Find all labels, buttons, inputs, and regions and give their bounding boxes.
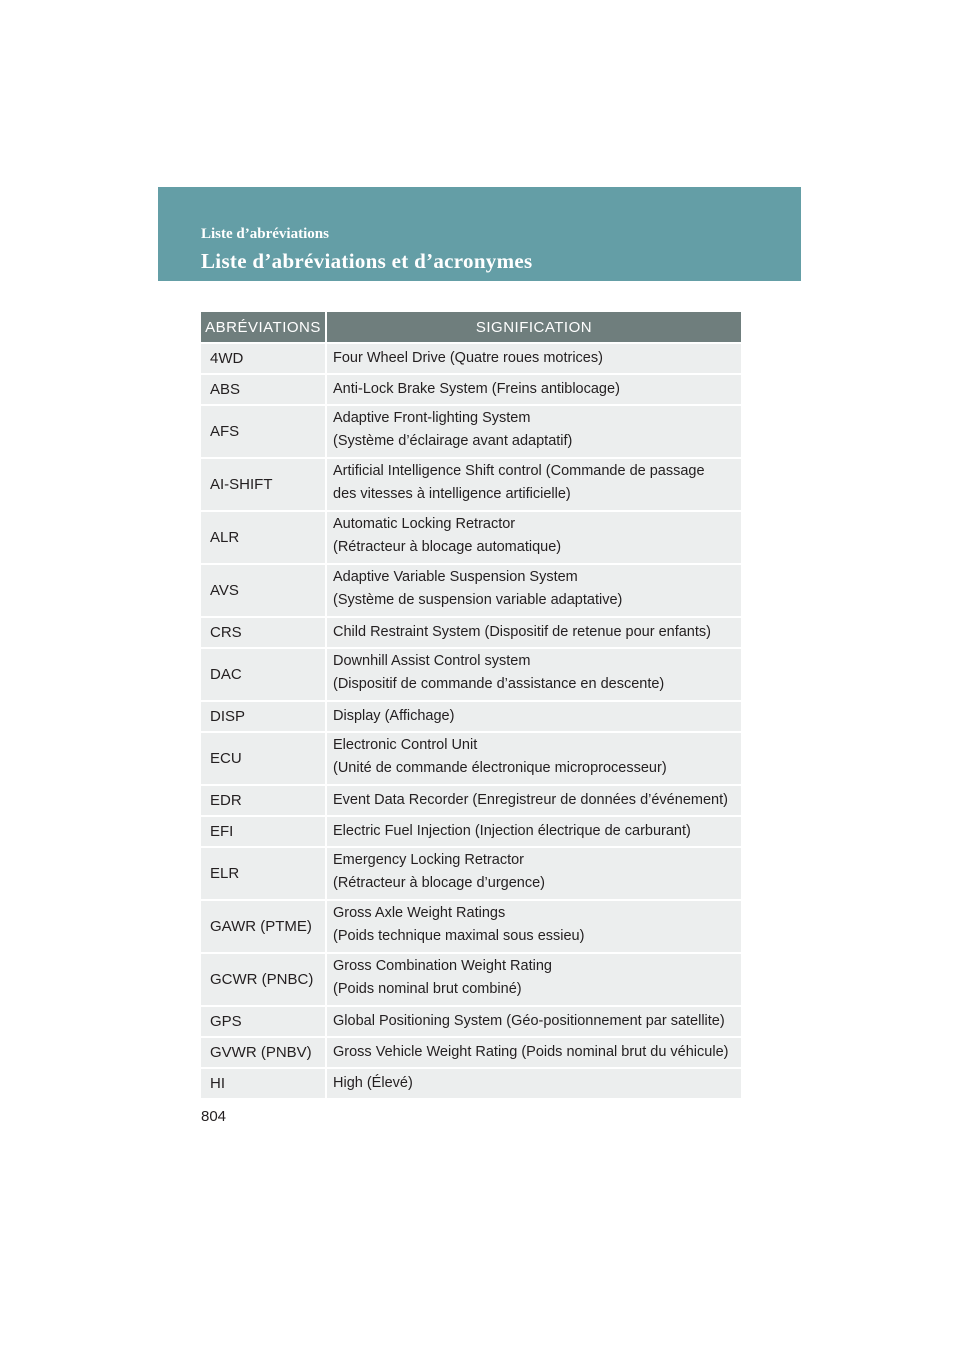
signification-line: (Système de suspension variable adaptative)	[333, 592, 623, 608]
signification-cell	[327, 733, 741, 784]
page-title: Liste d’abréviations et d’acronymes	[201, 249, 533, 273]
signification-cell	[327, 786, 741, 815]
signification-line: Electronic Control Unit	[333, 737, 478, 753]
signification-line: Event Data Recorder (Enregistreur de données d’événement)	[333, 792, 728, 808]
signification-cell	[327, 954, 741, 1005]
abbreviation-cell: AFS	[201, 406, 327, 457]
signification-cell	[327, 1007, 741, 1036]
signification-line: (Rétracteur à blocage automatique)	[333, 539, 562, 555]
signification-cell	[327, 1038, 741, 1067]
signification-line: Display (Affichage)	[333, 708, 455, 724]
signification-cell	[327, 817, 741, 846]
signification-line: des vitesses à intelligence artificielle)	[333, 486, 571, 502]
signification-line: (Dispositif de commande d’assistance en descente)	[333, 676, 665, 692]
abbreviation-cell: ELR	[201, 848, 327, 899]
signification-cell	[327, 702, 741, 731]
signification-cell	[327, 848, 741, 899]
abbreviation-cell: 4WD	[201, 344, 327, 373]
table-body	[201, 342, 741, 1098]
abbreviation-cell: GPS	[201, 1007, 327, 1036]
table-row	[201, 1036, 741, 1067]
abbreviation-cell: DAC	[201, 649, 327, 700]
signification-line: High (Élevé)	[333, 1075, 413, 1091]
signification-line: Gross Vehicle Weight Rating (Poids nominal brut du véhicule)	[333, 1044, 729, 1060]
page-number: 804	[201, 1108, 227, 1125]
signification-cell	[327, 1069, 741, 1098]
table-row	[201, 647, 741, 700]
table-row	[201, 952, 741, 1005]
signification-line: Adaptive Variable Suspension System	[333, 569, 578, 585]
abbreviation-cell: HI	[201, 1069, 327, 1098]
table-row	[201, 846, 741, 899]
abbreviation-cell: ECU	[201, 733, 327, 784]
signification-line: (Poids nominal brut combiné)	[333, 981, 522, 997]
column-header-signification: SIGNIFICATION	[475, 318, 593, 336]
abbreviation-cell: GVWR (PNBV)	[201, 1038, 327, 1067]
table-row	[201, 700, 741, 731]
table-row	[201, 563, 741, 616]
abbreviation-cell: AVS	[201, 565, 327, 616]
signification-line: (Système d’éclairage avant adaptatif)	[333, 433, 573, 449]
table-row	[201, 616, 741, 647]
signification-line: Gross Combination Weight Rating	[333, 958, 552, 974]
table-row	[201, 373, 741, 404]
abbreviation-cell: GAWR (PTME)	[201, 901, 327, 952]
signification-line: Adaptive Front-lighting System	[333, 410, 531, 426]
abbreviation-cell: DISP	[201, 702, 327, 731]
signification-cell	[327, 406, 741, 457]
signification-line: Downhill Assist Control system	[333, 653, 531, 669]
table-row	[201, 815, 741, 846]
table-row	[201, 1067, 741, 1098]
table-row	[201, 457, 741, 510]
signification-cell	[327, 649, 741, 700]
signification-line: (Unité de commande électronique microprocesseur)	[333, 760, 667, 776]
abbreviation-cell: AI-SHIFT	[201, 459, 327, 510]
table-row	[201, 731, 741, 784]
signification-line: Gross Axle Weight Ratings	[333, 905, 506, 921]
signification-cell	[327, 459, 741, 510]
signification-line: Automatic Locking Retractor	[333, 516, 516, 532]
column-header-abbreviations: ABRÉVIATIONS	[201, 312, 327, 342]
table-row	[201, 784, 741, 815]
table-row	[201, 342, 741, 373]
abbreviation-cell: ABS	[201, 375, 327, 404]
abbreviation-cell: EFI	[201, 817, 327, 846]
abbreviation-cell: CRS	[201, 618, 327, 647]
signification-cell	[327, 618, 741, 647]
signification-cell	[327, 901, 741, 952]
table-row	[201, 510, 741, 563]
signification-line: (Rétracteur à blocage d’urgence)	[333, 875, 545, 891]
table-row	[201, 1005, 741, 1036]
signification-cell	[327, 565, 741, 616]
table-row	[201, 899, 741, 952]
abbreviation-cell: EDR	[201, 786, 327, 815]
abbreviation-cell: GCWR (PNBC)	[201, 954, 327, 1005]
signification-line: Anti-Lock Brake System (Freins antiblocage)	[333, 381, 620, 397]
section-header-band	[158, 187, 801, 281]
signification-line: Emergency Locking Retractor	[333, 852, 524, 868]
signification-line: Artificial Intelligence Shift control (Commande de passage	[333, 463, 705, 479]
signification-line: Electric Fuel Injection (Injection électrique de carburant)	[333, 823, 691, 839]
table-header	[201, 312, 741, 342]
signification-line: Global Positioning System (Géo-positionnement par satellite)	[333, 1013, 725, 1029]
abbreviations-table	[201, 312, 741, 1098]
signification-line: (Poids technique maximal sous essieu)	[333, 928, 585, 944]
abbreviation-cell: ALR	[201, 512, 327, 563]
signification-cell	[327, 512, 741, 563]
signification-cell	[327, 344, 741, 373]
table-row	[201, 404, 741, 457]
section-label: Liste d’abréviations	[201, 226, 329, 242]
signification-line: Child Restraint System (Dispositif de retenue pour enfants)	[333, 624, 711, 640]
signification-line: Four Wheel Drive (Quatre roues motrices)	[333, 350, 603, 366]
signification-cell	[327, 375, 741, 404]
